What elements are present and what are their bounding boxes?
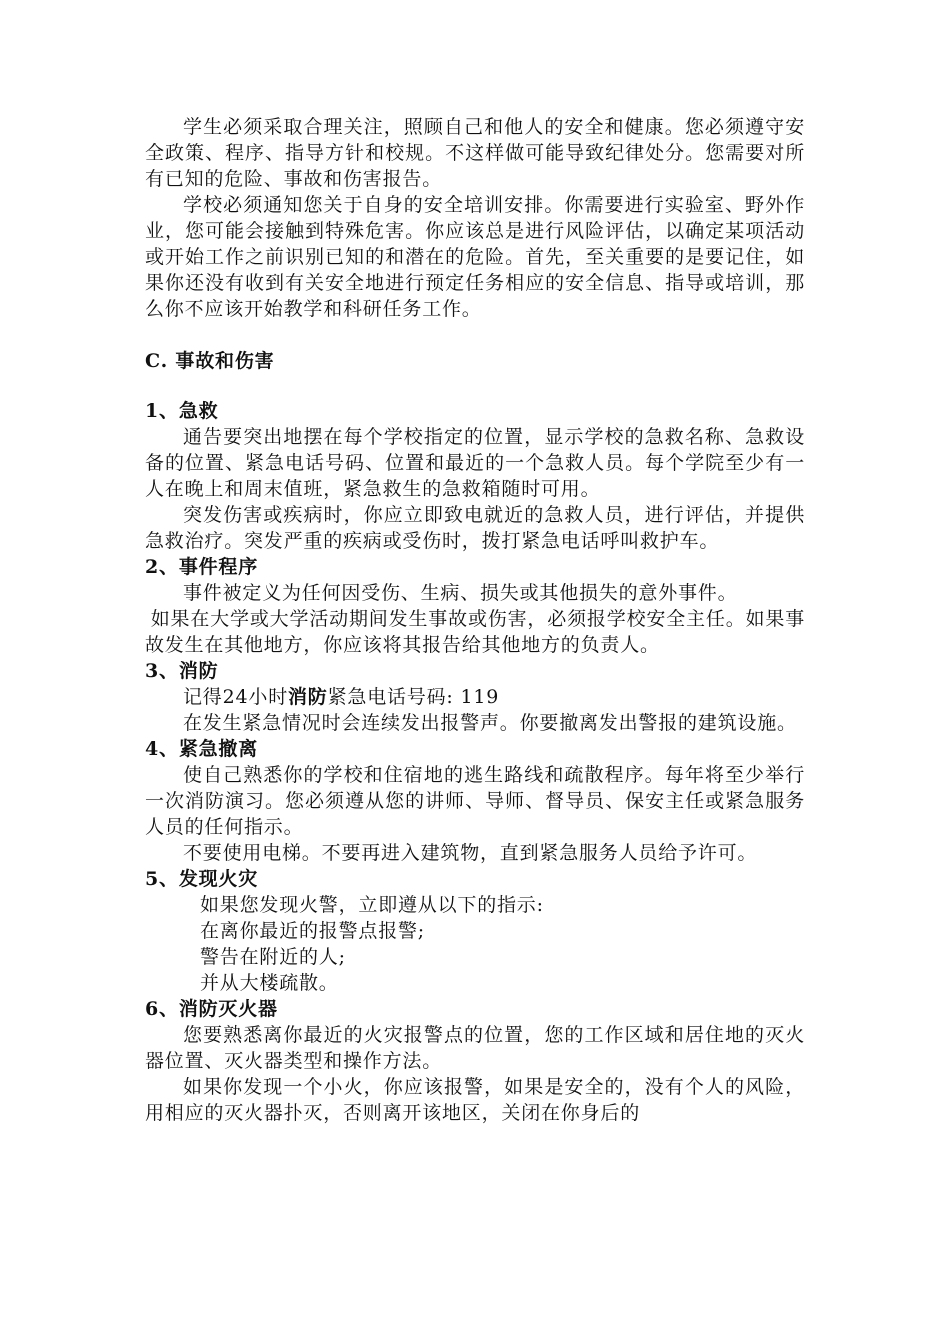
fire-line-text-a: 记得 — [183, 686, 223, 708]
fire-line-text-d: 紧急电话号码: — [327, 686, 454, 708]
fire-line-text-c: 小时 — [248, 686, 288, 708]
fire-line-hours: 24 — [222, 686, 249, 708]
fire-line-bold: 消防 — [288, 686, 328, 708]
evacuation-paragraph-2: 不要使用电梯。不要再进入建筑物，直到紧急服务人员给予许可。 — [183, 842, 758, 864]
incident-heading: 2、事件程序 — [145, 556, 259, 578]
fire-heading: 3、消防 — [145, 660, 219, 682]
discover-fire-step: 在离你最近的报警点报警; — [200, 920, 426, 942]
fire-hotline-line — [145, 684, 805, 710]
evacuation-paragraph-1: 使自己熟悉你的学校和住宿地的逃生路线和疏散程序。每年将至少举行一次消防演习。您必须遵从您的讲师、导师、督导员、保安主任或紧急服务人员的任何指示。 — [145, 764, 805, 838]
first-aid-heading: 1、急救 — [145, 400, 219, 422]
extinguisher-paragraph-1: 您要熟悉离你最近的火灾报警点的位置，您的工作区域和居住地的灭火器位置、灭火器类型和操作方法。 — [145, 1024, 805, 1072]
discover-fire-intro: 如果您发现火警，立即遵从以下的指示: — [200, 894, 544, 916]
intro-paragraph-2: 学校必须通知您关于自身的安全培训安排。你需要进行实验室、野外作业，您可能会接触到特殊危害。你应该总是进行风险评估，以确定某项活动或开始工作之前识别已知的和潜在的危险。首先，至关重要的是要记住，如果你还没有收到有关安全地进行预定任务相应的安全信息、指导或培训，那么你不应该开始教学和科研任务工作。 — [145, 194, 805, 320]
intro-paragraph-1: 学生必须采取合理关注，照顾自己和他人的安全和健康。您必须遵守安全政策、程序、指导方针和校规。不这样做可能导致纪律处分。您需要对所有已知的危险、事故和伤害报告。 — [145, 116, 805, 190]
evacuation-heading: 4、紧急撤离 — [145, 738, 259, 760]
extinguisher-paragraph-2: 如果你发现一个小火，你应该报警，如果是安全的，没有个人的风险，用相应的灭火器扑灭，否则离开该地区，关闭在你身后的 — [145, 1076, 805, 1124]
incident-paragraph-2: 如果在大学或大学活动期间发生事故或伤害，必须报学校安全主任。如果事故发生在其他地方，你应该将其报告给其他地方的负责人。 — [145, 608, 805, 656]
document-page — [145, 114, 805, 1126]
first-aid-paragraph-1: 通告要突出地摆在每个学校指定的位置，显示学校的急救名称、急救设备的位置、紧急电话号码、位置和最近的一个急救人员。每个学院至少有一人在晚上和周末值班，紧急救生的急救箱随时可用。 — [145, 426, 805, 500]
section-c-title: C. 事故和伤害 — [145, 350, 275, 372]
discover-fire-heading: 5、发现火灾 — [145, 868, 259, 890]
fire-hotline-number: 119 — [460, 686, 500, 708]
fire-paragraph-2: 在发生紧急情况时会连续发出报警声。你要撤离发出警报的建筑设施。 — [183, 712, 797, 734]
discover-fire-step: 警告在附近的人; — [200, 946, 346, 968]
discover-fire-step: 并从大楼疏散。 — [200, 972, 339, 994]
first-aid-paragraph-2: 突发伤害或疾病时，你应立即致电就近的急救人员，进行评估，并提供急救治疗。突发严重的疾病或受伤时，拨打紧急电话呼叫救护车。 — [145, 504, 805, 552]
extinguisher-heading: 6、消防灭火器 — [145, 998, 278, 1020]
incident-paragraph-1: 事件被定义为任何因受伤、生病、损失或其他损失的意外事件。 — [183, 582, 738, 604]
